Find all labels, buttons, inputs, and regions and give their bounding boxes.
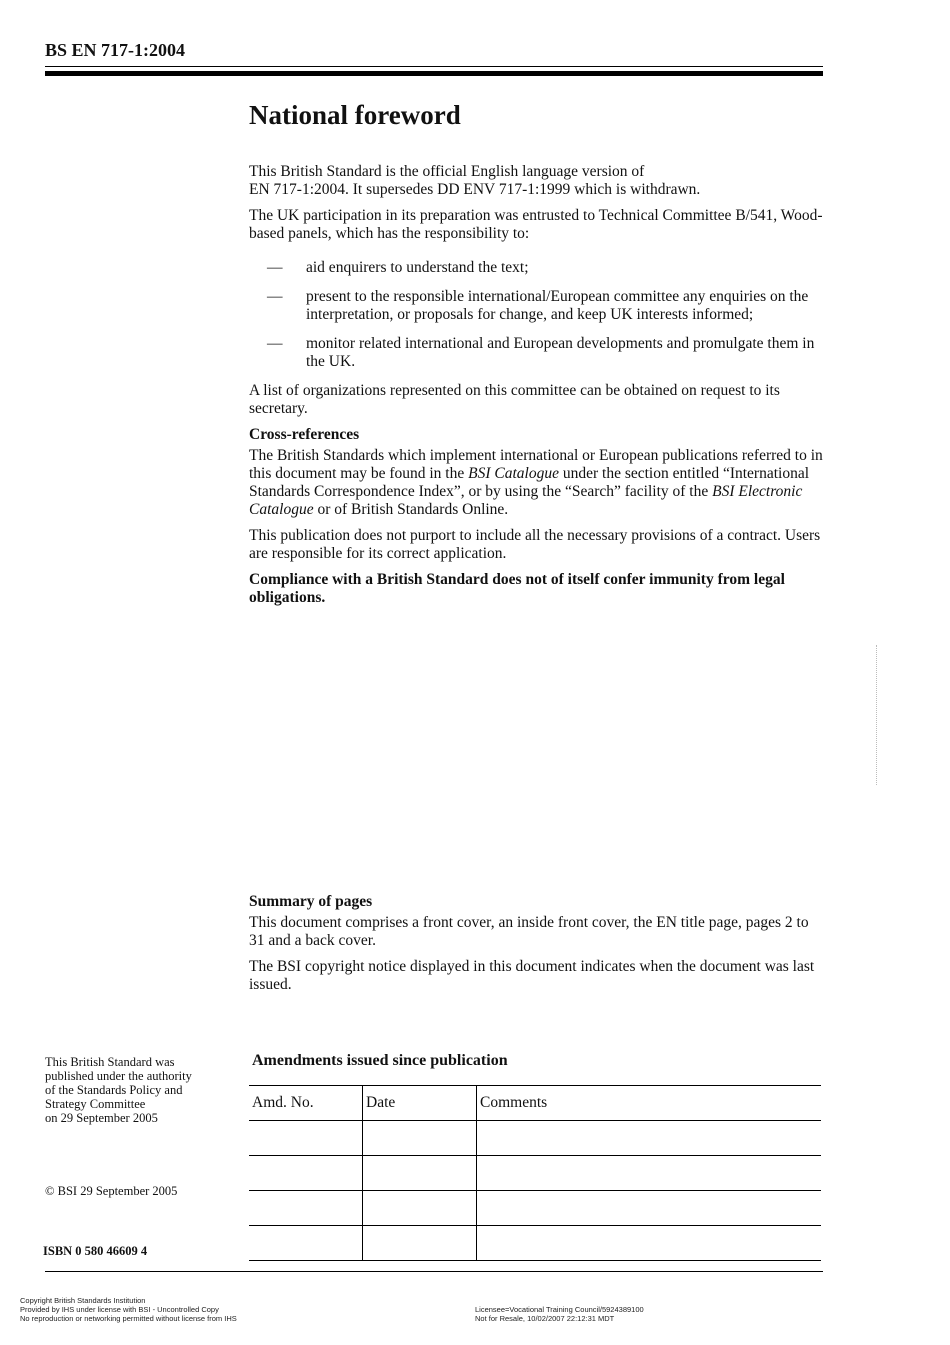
list-item	[249, 335, 827, 371]
amendments-table	[249, 1085, 821, 1261]
bsi-catalogue-title: BSI Catalogue	[468, 465, 559, 482]
cross-ref-text-1: The British Standards which implement international or European publications referred to in this document may be found in the	[249, 447, 823, 482]
margin-dotted-mark	[876, 645, 877, 785]
table-row	[249, 1121, 821, 1156]
cross-references-heading: Cross-references	[249, 426, 360, 443]
table-cell	[477, 1121, 822, 1156]
cross-ref-text-2: under the section entitled “International Standards Correspondence Index”, or by using the “Search” facility of the	[249, 465, 810, 500]
table-cell	[363, 1191, 477, 1226]
intro-line-1: This British Standard is the official English language version of	[249, 163, 645, 180]
summary-copyright-paragraph: The BSI copyright notice displayed in this document indicates when the document was last issued.	[249, 958, 815, 993]
note-line: This British Standard was	[45, 1055, 175, 1069]
table-row	[249, 1226, 821, 1261]
note-line: of the Standards Policy and	[45, 1083, 183, 1097]
dash-bullet: —	[267, 335, 283, 352]
note-line: published under the authority	[45, 1069, 192, 1083]
table-cell	[249, 1121, 363, 1156]
list-item	[249, 259, 827, 277]
foreword-body	[249, 163, 827, 615]
header-rule-thin	[45, 66, 823, 67]
intro-paragraph	[249, 163, 827, 199]
table-cell	[363, 1121, 477, 1156]
footer-rule	[45, 1271, 823, 1272]
list-item-text: monitor related international and European developments and promulgate them in the UK.	[306, 335, 815, 370]
table-row	[249, 1156, 821, 1191]
footer-licensee-notice	[475, 1305, 644, 1323]
summary-heading: Summary of pages	[249, 893, 373, 910]
table-cell	[249, 1191, 363, 1226]
footer-line: Licensee=Vocational Training Council/5924389100	[475, 1305, 644, 1314]
list-item-text: aid enquirers to understand the text;	[306, 259, 529, 276]
summary-section	[249, 893, 827, 1002]
header-rule-thick	[45, 71, 823, 76]
column-header-comments: Comments	[477, 1086, 822, 1121]
dash-bullet: —	[267, 259, 283, 276]
organizations-paragraph: A list of organizations represented on this committee can be obtained on request to its secretary.	[249, 382, 780, 417]
table-header-row	[249, 1086, 821, 1121]
summary-pages-paragraph: This document comprises a front cover, an inside front cover, the EN title page, pages 2 to 31 and a back cover.	[249, 914, 809, 949]
footer-line: Copyright British Standards Institution	[20, 1296, 146, 1305]
column-header-date: Date	[363, 1086, 477, 1121]
intro-line-2: EN 717-1:2004. It supersedes DD ENV 717-1:1999 which is withdrawn.	[249, 181, 701, 198]
dash-bullet: —	[267, 288, 283, 305]
table-cell	[477, 1156, 822, 1191]
page-title: National foreword	[249, 100, 461, 130]
bsi-copyright: © BSI 29 September 2005	[45, 1184, 178, 1198]
table-cell	[477, 1226, 822, 1261]
footer-line: Provided by IHS under license with BSI - Uncontrolled Copy	[20, 1305, 219, 1314]
standard-code: BS EN 717-1:2004	[45, 40, 186, 60]
footer-line: No reproduction or networking permitted without license from IHS	[20, 1314, 237, 1323]
footer-line: Not for Resale, 10/02/2007 22:12:31 MDT	[475, 1314, 615, 1323]
participation-paragraph: The UK participation in its preparation was entrusted to Technical Committee B/541, Wood-based panels, which has the responsibility to:	[249, 207, 823, 242]
provisions-paragraph: This publication does not purport to include all the necessary provisions of a contract. Users are responsible for its correct application.	[249, 527, 821, 562]
list-item-text: present to the responsible international/European committee any enquiries on the interpretation, or proposals for change, and keep UK interests informed;	[306, 288, 809, 323]
responsibility-list	[249, 259, 827, 371]
column-header-amd-no: Amd. No.	[249, 1086, 363, 1121]
amendments-heading: Amendments issued since publication	[252, 1052, 508, 1069]
isbn: ISBN 0 580 46609 4	[43, 1244, 148, 1258]
cross-ref-text-3: or of British Standards Online.	[313, 501, 509, 518]
note-line: on 29 September 2005	[45, 1111, 158, 1125]
table-cell	[363, 1156, 477, 1191]
publication-authority-note	[45, 1055, 235, 1125]
table-cell	[249, 1226, 363, 1261]
compliance-statement: Compliance with a British Standard does not of itself confer immunity from legal obligations.	[249, 571, 785, 606]
list-item	[249, 288, 827, 324]
table-cell	[477, 1191, 822, 1226]
note-line: Strategy Committee	[45, 1097, 146, 1111]
bsi-electronic-catalogue-title: BSI Electronic Catalogue	[249, 483, 803, 518]
table-row	[249, 1191, 821, 1226]
footer-copyright-notice	[20, 1296, 237, 1323]
cross-references-paragraph	[249, 447, 827, 519]
table-cell	[363, 1226, 477, 1261]
table-cell	[249, 1156, 363, 1191]
